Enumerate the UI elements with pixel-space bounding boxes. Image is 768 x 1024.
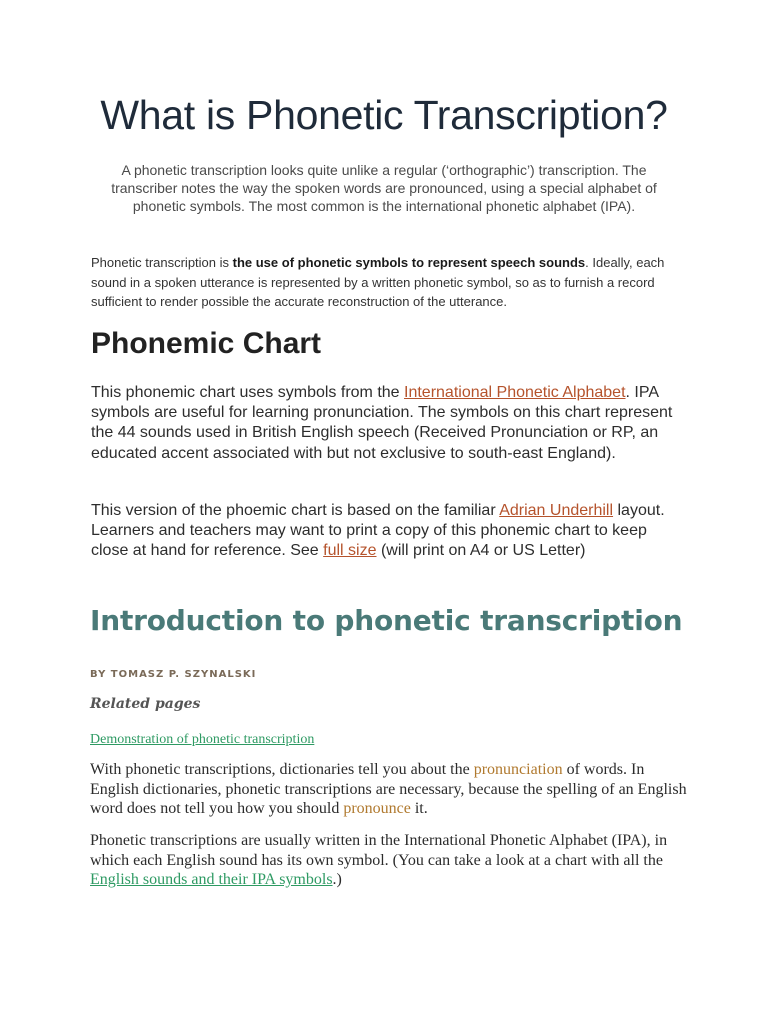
demonstration-link[interactable]: Demonstration of phonetic transcription xyxy=(90,732,315,747)
intro-paragraph: A phonetic transcription looks quite unlike a regular (‘orthographic’) transcription. The transcriber notes the way the spoken words are pronounced, using a special alphabet of phonetic symbols. The most common is the international phonetic alphabet (IPA). xyxy=(111,162,657,214)
article-heading: Introduction to phonetic transcription xyxy=(90,604,683,637)
english-sounds-ipa-link[interactable]: English sounds and their IPA symbols xyxy=(90,871,333,888)
chart-p1-text-before: This phonemic chart uses symbols from the xyxy=(91,384,405,401)
definition-paragraph xyxy=(91,253,681,312)
author-byline: BY TOMASZ P. SZYNALSKI xyxy=(90,669,257,680)
pronunciation-link[interactable]: pronunciation xyxy=(473,761,563,778)
definition-bold: the use of phonetic symbols to represent speech sounds xyxy=(232,255,586,270)
chart-p1-text-after: . IPA symbols are useful for learning pronunciation. The symbols on this chart represent the 44 sounds used in British English speech (Received Pronunciation or RP, an educated accent associated with but not exclusive to south-east England). xyxy=(91,384,673,462)
pronounce-link[interactable]: pronounce xyxy=(343,800,411,817)
article-p1-text-c: it. xyxy=(410,800,428,817)
phonemic-chart-heading: Phonemic Chart xyxy=(91,327,322,360)
full-size-link[interactable]: full size xyxy=(323,542,377,560)
article-p2-text-b: .) xyxy=(332,871,342,888)
chart-p2-text-after: (will print on A4 or US Letter) xyxy=(376,542,586,560)
phonemic-chart-paragraph-2 xyxy=(91,501,681,562)
article-paragraph-2 xyxy=(90,831,690,890)
article-p1-text-a: With phonetic transcriptions, dictionaries tell you about the xyxy=(90,761,474,778)
page-title: What is Phonetic Transcription? xyxy=(100,92,668,138)
related-pages-label: Related pages xyxy=(90,696,201,712)
phonemic-chart-paragraph-1 xyxy=(91,383,681,464)
article-p2-text-a: Phonetic transcriptions are usually written in the International Phonetic Alphabet (IPA), in which each English sound has its own symbol. (You can take a look at a chart with all the xyxy=(90,832,668,869)
article-p1-text-b: of words. In English dictionaries, phonetic transcriptions are necessary, because the spelling of an English word does not tell you how you should xyxy=(90,761,687,817)
definition-prefix: Phonetic transcription is xyxy=(91,255,233,270)
definition-suffix: . Ideally, each sound in a spoken utterance is represented by a written phonetic symbol, so as to furnish a record sufficient to render possible the accurate reconstruction of the utterance. xyxy=(91,255,665,309)
ipa-link[interactable]: International Phonetic Alphabet xyxy=(404,384,626,401)
chart-p2-text-before: This version of the phoemic chart is based on the familiar xyxy=(91,502,500,519)
article-paragraph-1 xyxy=(90,760,690,819)
chart-p2-text-middle: layout. Learners and teachers may want to print a copy of this phonemic chart to keep close at hand for reference. See xyxy=(91,502,665,560)
adrian-underhill-link[interactable]: Adrian Underhill xyxy=(499,502,614,519)
